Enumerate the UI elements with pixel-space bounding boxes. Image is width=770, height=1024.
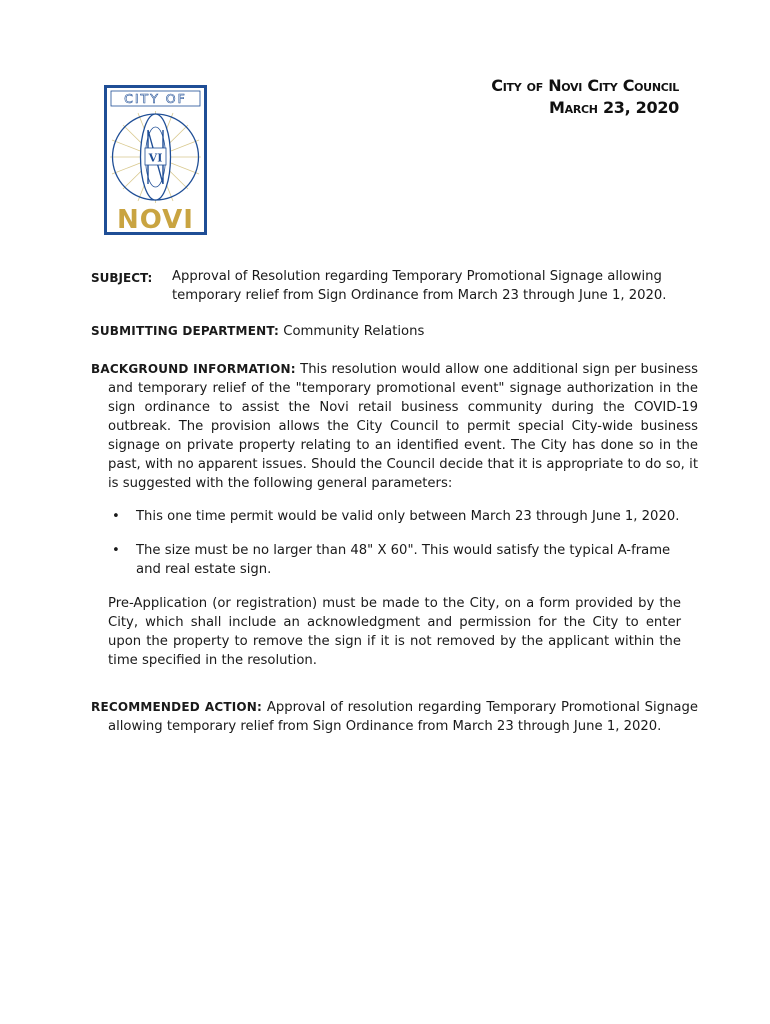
department-label: SUBMITTING DEPARTMENT: — [91, 324, 280, 338]
background-text: This resolution would allow one additional sign per business and temporary relief of the "temporary promotional event" signage authorization in the sign ordinance to assist the Novi retail business community during the COVID-19 outbreak. The provision allows the City Council to permit special City-wide business signage on private property relating to an identified event. The City has done so in the past, with no apparent issues. Should the Council decide that it is appropriate to do so, it is suggested with the following general parameters: — [108, 362, 699, 491]
department-text: Community Relations — [283, 324, 425, 339]
recommended-label: RECOMMENDED ACTION: — [91, 700, 263, 714]
bullet-marker: • — [112, 509, 120, 524]
background-label: BACKGROUND INFORMATION: — [91, 362, 296, 376]
bullet-text: The size must be no larger than 48" X 60". This would satisfy the typical A-frame and real estate sign. — [136, 543, 671, 577]
recommended-text: Approval of resolution regarding Temporary Promotional Signage allowing temporary relief from Sign Ordinance from March 23 through June 1, 2020. — [108, 700, 698, 734]
city-of-novi-logo — [104, 85, 207, 235]
subject-section — [91, 267, 681, 305]
document-header — [491, 75, 679, 119]
preapplication-paragraph: Pre-Application (or registration) must be made to the City, on a form provided by the City, which shall include an acknowledgment and permission for the City to enter upon the property to remove the sign if it is not removed by the applicant within the time specified in the resolution. — [108, 596, 681, 668]
bullet-marker: • — [112, 543, 120, 558]
header-date: March 23, 2020 — [549, 98, 679, 117]
logo-top-text: CITY OF — [124, 91, 187, 106]
parameters-list — [108, 507, 681, 579]
background-section — [91, 360, 698, 493]
bullet-text: This one time permit would be valid only between March 23 through June 1, 2020. — [136, 509, 680, 524]
header-title: City of Novi City Council — [491, 76, 679, 95]
recommended-action-section — [91, 698, 698, 736]
logo-center-text: VI — [148, 151, 163, 165]
subject-label: SUBJECT: — [91, 271, 153, 285]
list-item — [108, 541, 681, 579]
logo-bottom-text: NOVI — [117, 205, 194, 235]
department-section — [91, 322, 681, 341]
subject-text: Approval of Resolution regarding Temporary Promotional Signage allowing temporary relief from Sign Ordinance from March 23 through June 1, 2020. — [172, 269, 667, 303]
list-item — [108, 507, 681, 526]
